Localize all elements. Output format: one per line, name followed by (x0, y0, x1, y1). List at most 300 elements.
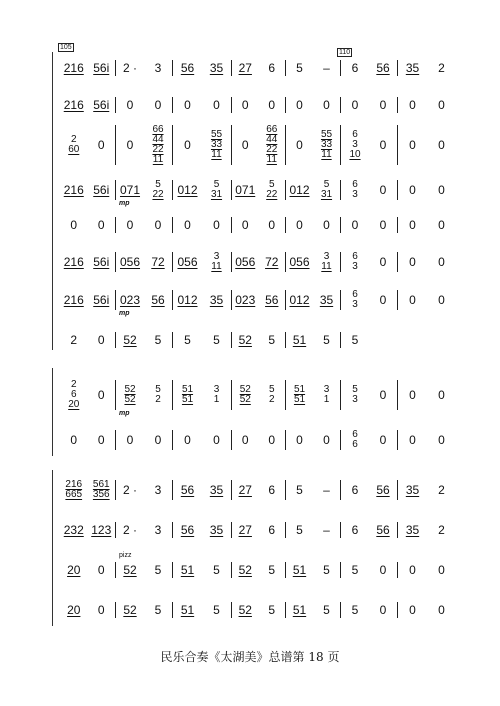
beat-slot (202, 562, 231, 578)
beat-slot (313, 480, 340, 500)
beat-slot (286, 217, 313, 233)
measure (397, 97, 456, 113)
measure (60, 562, 115, 578)
rest: 0 (296, 98, 303, 112)
beat-slot (341, 562, 369, 578)
beat-slot (60, 252, 88, 272)
chord (269, 385, 275, 405)
note: 51 (292, 603, 307, 617)
chord-note: 51 (293, 394, 306, 405)
chord-note: 5 (155, 384, 161, 395)
beat-slot (259, 480, 286, 500)
beat-slot (144, 97, 172, 113)
beat-slot (369, 180, 397, 200)
note: – (323, 483, 330, 497)
measure (397, 290, 456, 310)
rest: 0 (409, 388, 416, 402)
chord-note: 5 (268, 384, 275, 395)
note: 5 (323, 563, 330, 577)
measure (172, 217, 231, 233)
rehearsal-mark: 105 (60, 44, 72, 51)
chord (266, 125, 277, 165)
beat-slot (259, 180, 286, 200)
rest: 0 (97, 563, 105, 577)
chord-note: 6 (70, 389, 77, 400)
note: 3 (154, 61, 162, 75)
beat-slot (286, 97, 313, 113)
staff-row (0, 252, 500, 272)
rest: 0 (70, 433, 78, 447)
beat-slot (88, 97, 116, 113)
note: 2 (438, 483, 445, 497)
beat-slot (144, 332, 172, 348)
beat-slot (286, 562, 313, 578)
measure (231, 602, 285, 618)
beat-slot (369, 125, 397, 165)
note: 52 (123, 563, 137, 577)
beat-slot (232, 332, 259, 348)
beat-slot (173, 217, 202, 233)
beat-slot (173, 602, 202, 618)
measure (172, 125, 231, 165)
rest: 0 (379, 563, 387, 577)
note: 023 (119, 293, 141, 307)
chord-note: 5 (352, 384, 358, 395)
measure (60, 522, 115, 538)
chord (321, 130, 332, 160)
note: 6 (351, 61, 359, 75)
beat-slot (88, 430, 116, 450)
rest: 0 (409, 255, 416, 269)
rest: 0 (97, 218, 105, 232)
measure (115, 217, 172, 233)
measure (285, 252, 340, 272)
chord-note: 6 (352, 439, 358, 450)
chord (352, 430, 358, 450)
note: 2 · (122, 483, 137, 497)
beat-slot (232, 562, 259, 578)
rest: 0 (268, 218, 276, 232)
beat-slot (116, 522, 144, 538)
staff-row (0, 60, 500, 76)
rest: 0 (184, 98, 191, 112)
chord-note: 52 (124, 394, 136, 405)
rest: 0 (323, 218, 330, 232)
measure (231, 290, 285, 310)
beat-slot (341, 480, 369, 500)
beat-slot (427, 522, 456, 538)
note: 56 (376, 483, 390, 497)
measure (172, 602, 231, 618)
note: 2 (438, 61, 445, 75)
chord-note: 22 (266, 189, 278, 200)
measure (397, 252, 456, 272)
measure (231, 97, 285, 113)
beat-slot (369, 217, 397, 233)
note: 56 (265, 293, 279, 307)
measure (285, 217, 340, 233)
beat-slot (369, 562, 397, 578)
rest: 0 (154, 98, 162, 112)
measure (285, 380, 340, 410)
beat-slot (341, 522, 369, 538)
note: 5 (296, 523, 303, 537)
note: 012 (177, 183, 198, 197)
rest: 0 (409, 563, 416, 577)
note: 216 (63, 98, 84, 112)
note: 56i (93, 183, 110, 197)
measure (60, 60, 115, 76)
beat-slot (398, 290, 427, 310)
note: 72 (265, 255, 279, 269)
beat-slot (202, 522, 231, 538)
beat-slot (232, 522, 259, 538)
measure (397, 217, 456, 233)
beat-slot (341, 217, 369, 233)
note: 56 (151, 293, 165, 307)
beat-slot (313, 97, 340, 113)
rest: 0 (438, 563, 445, 577)
beat-slot (286, 252, 313, 272)
note: 52 (238, 333, 252, 347)
beat-slot (173, 332, 202, 348)
beat-slot (202, 252, 231, 272)
measure (60, 97, 115, 113)
beat-slot (173, 60, 202, 76)
rest: 0 (126, 433, 134, 447)
note: – (323, 523, 330, 537)
measure (115, 380, 172, 417)
beat-slot (116, 332, 144, 348)
beat-slot (259, 290, 286, 310)
beat-slot (116, 60, 144, 76)
beat-slot (173, 480, 202, 500)
note: 5 (296, 483, 303, 497)
chord-note: 3 (213, 384, 220, 395)
beat-slot (232, 180, 259, 200)
note: 5 (154, 333, 162, 347)
beat-slot (313, 217, 340, 233)
beat-slot (88, 252, 116, 272)
beat-slot (341, 97, 369, 113)
beat-slot (398, 125, 427, 165)
chord-note: 44 (266, 134, 278, 145)
chord-note: 5 (323, 179, 330, 190)
beat-slot (173, 97, 202, 113)
chord-note: 55 (210, 129, 223, 140)
note: 56i (93, 293, 110, 307)
rest: 0 (97, 388, 105, 402)
note: 35 (405, 523, 420, 537)
note: 012 (177, 293, 198, 307)
beat-slot (116, 290, 144, 310)
measure (397, 480, 456, 500)
rest: 0 (438, 255, 445, 269)
measure (115, 60, 172, 76)
beat-slot (60, 60, 88, 76)
note: 6 (268, 483, 276, 497)
measure (60, 380, 115, 410)
beat-slot (144, 217, 172, 233)
note: 72 (151, 255, 165, 269)
beat-slot (427, 430, 456, 450)
beat-slot (286, 180, 313, 200)
rest: 0 (126, 218, 134, 232)
note: 5 (351, 603, 359, 617)
beat-slot (427, 180, 456, 200)
beat-slot (60, 332, 88, 348)
staff-row (0, 522, 500, 538)
note: 56i (93, 255, 110, 269)
beat-slot (202, 290, 231, 310)
staff-row (0, 179, 500, 207)
chord (352, 252, 358, 272)
note: 27 (238, 61, 252, 75)
note: 51 (292, 563, 307, 577)
measure (115, 290, 172, 317)
measure (60, 480, 115, 500)
staff-row (0, 552, 500, 578)
beat-slot (173, 562, 202, 578)
chord (321, 252, 331, 272)
note: 216 (63, 61, 84, 75)
note: 52 (238, 603, 252, 617)
rest: 0 (97, 333, 105, 347)
rest: 0 (379, 433, 387, 447)
beat-slot (88, 332, 116, 348)
measure (115, 430, 172, 450)
beat-slot (116, 562, 144, 578)
measure (340, 332, 397, 348)
beat-slot (286, 60, 313, 76)
note: 56 (376, 523, 390, 537)
beat-slot (286, 290, 313, 310)
beat-slot (232, 480, 259, 500)
chord-note: 11 (211, 261, 222, 272)
chord-note: 2 (70, 379, 77, 390)
rehearsal-mark: 110 (339, 49, 351, 56)
beat-slot (60, 380, 88, 410)
chord-note: 52 (239, 384, 251, 395)
rest: 0 (241, 218, 249, 232)
rest: 0 (268, 98, 276, 112)
beat-slot (232, 125, 259, 165)
note: 3 (154, 523, 162, 537)
note: 6 (268, 523, 276, 537)
beat-slot (286, 380, 313, 410)
beat-slot (116, 430, 144, 450)
beat-slot (232, 217, 259, 233)
rest: 0 (70, 218, 78, 232)
note: 2 · (122, 523, 137, 537)
beat-slot (313, 252, 340, 272)
chord (152, 125, 163, 165)
chord (152, 180, 163, 200)
note: 35 (209, 61, 224, 75)
rest: 0 (154, 433, 162, 447)
measure (231, 380, 285, 410)
chord (211, 252, 221, 272)
beat-slot (88, 217, 116, 233)
rest: 0 (438, 433, 445, 447)
chord (155, 385, 161, 405)
dynamic-mark: mp (119, 410, 130, 417)
beat-slot (116, 252, 144, 272)
measure (115, 552, 172, 578)
beat-slot (202, 217, 231, 233)
beat-slot (144, 430, 172, 450)
measure (172, 380, 231, 410)
beat-slot (341, 602, 369, 618)
beat-slot (116, 602, 144, 618)
chord-note: 3 (213, 251, 220, 262)
chord (352, 385, 358, 405)
note: 5 (154, 563, 162, 577)
measure (285, 562, 340, 578)
staff-row (0, 289, 500, 317)
beat-slot (60, 522, 88, 538)
rest: 0 (213, 218, 220, 232)
beat-slot (398, 602, 427, 618)
beat-slot (259, 217, 286, 233)
rest: 0 (97, 603, 105, 617)
chord-note: 51 (181, 394, 194, 405)
note: 6 (351, 523, 359, 537)
beat-slot (116, 217, 144, 233)
note: 20 (67, 563, 81, 577)
note: 56 (180, 523, 195, 537)
measure (397, 430, 456, 450)
beat-slot (88, 602, 116, 618)
measure (285, 522, 340, 538)
measure (340, 480, 397, 500)
beat-slot (259, 602, 286, 618)
beat-slot (398, 522, 427, 538)
chord (324, 385, 330, 405)
measure (285, 480, 340, 500)
rest: 0 (126, 138, 134, 152)
measure (397, 180, 456, 200)
beat-slot (427, 125, 456, 165)
beat-slot (259, 332, 286, 348)
measure (115, 179, 172, 207)
measure (172, 332, 231, 348)
note: 35 (209, 483, 224, 497)
note: 216 (63, 183, 84, 197)
beat-slot (369, 332, 397, 348)
note: 52 (238, 563, 252, 577)
beat-slot (427, 562, 456, 578)
rest: 0 (184, 138, 191, 152)
measure (340, 380, 397, 410)
beat-slot (60, 217, 88, 233)
beat-slot (88, 380, 116, 410)
measure (231, 180, 285, 200)
chord-note: 3 (323, 251, 330, 262)
measure (397, 60, 456, 76)
beat-slot (313, 380, 340, 410)
beat-slot (202, 97, 231, 113)
chord-note: 33 (320, 139, 333, 150)
chord-note: 2 (155, 394, 161, 405)
measure (285, 332, 340, 348)
chord-note: 52 (124, 384, 136, 395)
rest: 0 (213, 433, 220, 447)
measure (285, 125, 340, 165)
beat-slot (259, 60, 286, 76)
rest: 0 (409, 433, 416, 447)
note: 6 (268, 61, 276, 75)
measure (115, 522, 172, 538)
chord-note: 6 (352, 179, 358, 190)
beat-slot (144, 290, 172, 310)
chord-note: 22 (152, 144, 164, 155)
measure (231, 522, 285, 538)
rest: 0 (438, 138, 445, 152)
rest: 0 (97, 138, 105, 152)
chord-note: 3 (352, 261, 358, 272)
rest: 0 (241, 433, 249, 447)
beat-slot (116, 97, 144, 113)
measure (285, 430, 340, 450)
rest: 0 (296, 218, 303, 232)
rest: 0 (97, 433, 105, 447)
beat-slot (286, 480, 313, 500)
chord-note: 10 (349, 149, 361, 160)
beat-slot (341, 430, 369, 450)
beat-slot (144, 380, 172, 410)
note: 2 · (122, 61, 137, 75)
measure (340, 180, 397, 200)
chord (65, 480, 82, 500)
beat-slot (286, 522, 313, 538)
beat-slot (313, 562, 340, 578)
note: 5 (351, 563, 359, 577)
beat-slot (427, 252, 456, 272)
measure (231, 430, 285, 450)
beat-slot (232, 60, 259, 76)
beat-slot (60, 480, 88, 500)
beat-slot (202, 602, 231, 618)
beat-slot (173, 252, 202, 272)
beat-slot (369, 380, 397, 410)
measure (172, 430, 231, 450)
chord (266, 180, 277, 200)
note: 20 (67, 603, 81, 617)
chord (321, 180, 332, 200)
beat-slot (427, 60, 456, 76)
note: 056 (177, 255, 198, 269)
beat-slot (313, 180, 340, 200)
beat-slot (144, 562, 172, 578)
chord-note: 60 (68, 144, 80, 155)
rest: 0 (323, 98, 330, 112)
chord-note: 66 (266, 124, 278, 135)
beat-slot (88, 60, 116, 76)
beat-slot (202, 332, 231, 348)
rest: 0 (351, 98, 359, 112)
beat-slot (144, 252, 172, 272)
measure (340, 60, 397, 76)
note: 071 (235, 183, 256, 197)
beat-slot (313, 125, 340, 165)
beat-slot (60, 125, 88, 165)
beat-slot (173, 430, 202, 450)
measure (60, 252, 115, 272)
measure (115, 602, 172, 618)
measure (115, 97, 172, 113)
rest: 0 (409, 98, 416, 112)
